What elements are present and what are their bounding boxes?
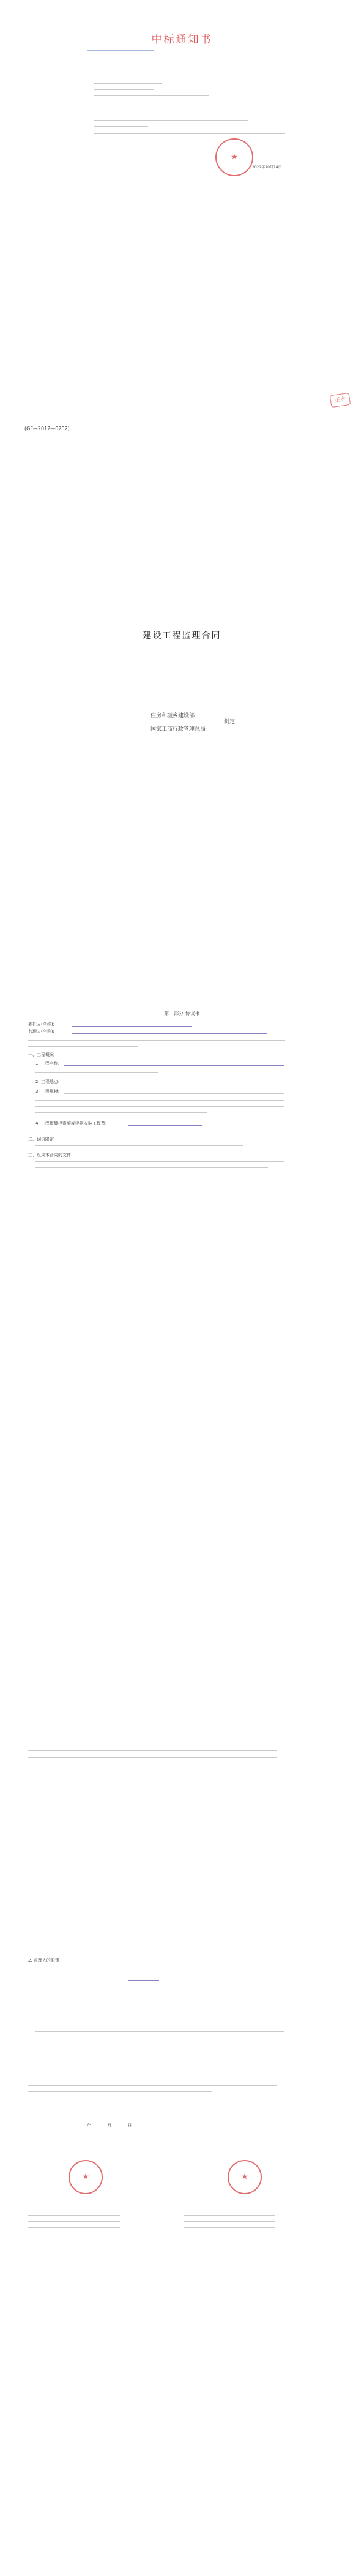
- cover-stamp-text: 正本: [334, 396, 346, 404]
- agreement-page-2: [0, 1738, 364, 2576]
- cover-stamp: [330, 393, 351, 408]
- item-4-label: 4. 工程概算投资额或建筑安装工程费:: [35, 1121, 107, 1126]
- item-4-handwriting: [128, 1125, 202, 1126]
- cover-issuer-1: 住房和城乡建设部: [150, 713, 195, 719]
- section-2-heading: 二、词语限定: [28, 1137, 54, 1142]
- sign-year-label: 年: [87, 2123, 91, 2128]
- client-seal: ★: [69, 2160, 103, 2194]
- section-3-heading: 三、组成本合同的文件: [28, 1153, 71, 1158]
- client-name-handwriting: [72, 1026, 192, 1027]
- cover-issuer-2: 国家工商行政管理总局: [150, 726, 206, 732]
- item-3-label: 3. 工程规模:: [35, 1089, 60, 1094]
- contractor-seal: ★: [228, 2160, 262, 2194]
- section-1-heading: 一、工程概况: [28, 1052, 54, 1057]
- fee-item-label: 2. 监理人的职责: [28, 1958, 59, 1963]
- contractor-label: 监理人(全称):: [28, 1029, 54, 1034]
- item-1-label: 1. 工程名称:: [35, 1061, 60, 1066]
- sign-day-label: 日: [127, 2123, 132, 2128]
- cover-issuer-suffix: 制定: [224, 719, 236, 725]
- notice-seal: ★: [215, 138, 253, 176]
- item-2-label: 2. 工程地点:: [35, 1079, 60, 1084]
- sign-month-label: 月: [107, 2123, 112, 2128]
- bid-award-notice-page: [0, 0, 364, 169]
- cover-doc-code: (GF—2012—0202): [24, 426, 70, 431]
- agreement-part-title: 第一部分 协议书: [164, 1011, 200, 1016]
- notice-date: 2022年10月14日: [252, 165, 282, 169]
- client-label: 委托人(全称):: [28, 1022, 54, 1027]
- cover-title: 建设工程监理合同: [143, 631, 221, 641]
- sign-date: [61, 2123, 132, 2129]
- item-1-handwriting: [64, 1065, 284, 1066]
- notice-title: 中标通知书: [151, 34, 213, 46]
- contractor-name-handwriting: [72, 1033, 267, 1034]
- agreement-page-1: [0, 1003, 364, 1738]
